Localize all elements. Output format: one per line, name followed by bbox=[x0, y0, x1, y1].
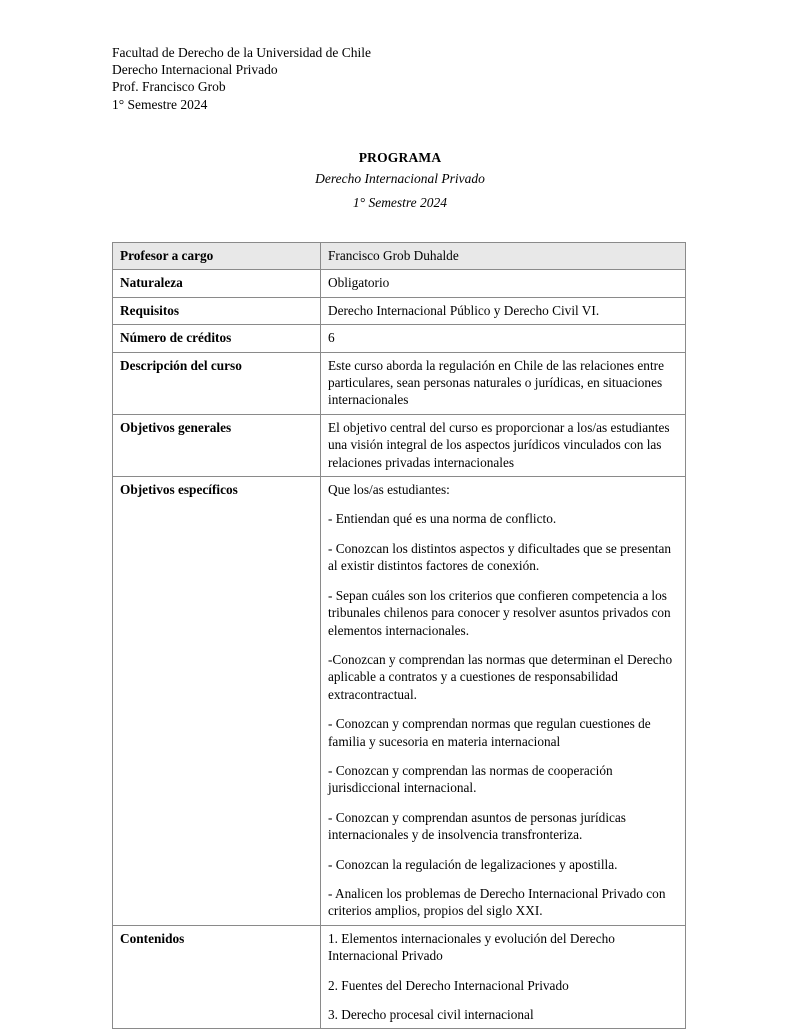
header-line-course: Derecho Internacional Privado bbox=[112, 62, 278, 78]
page-title: PROGRAMA bbox=[358, 150, 442, 165]
table-cell-paragraph: Derecho Internacional Público y Derecho Civil VI. bbox=[328, 302, 600, 318]
table-cell-paragraph: - Conozcan la regulación de legalizaciones y apostilla. bbox=[328, 856, 618, 872]
table-row-label: Objetivos específicos bbox=[113, 477, 321, 926]
table-cell-paragraph: Este curso aborda la regulación en Chile de las relaciones entre particulares, sean personas naturales o jurídicas, en situaciones internacionales bbox=[328, 357, 664, 408]
page-subtitle: Derecho Internacional Privado bbox=[315, 171, 485, 186]
table-cell-paragraph: - Conozcan los distintos aspectos y dificultades que se presentan al existir distintos factores de conexión. bbox=[328, 540, 672, 574]
table-cell-paragraph: - Analicen los problemas de Derecho Internacional Privado con criterios amplios, propios del siglo XXI. bbox=[328, 885, 666, 919]
table-row bbox=[113, 414, 686, 476]
table-row bbox=[113, 352, 686, 414]
table-cell-paragraph: Obligatorio bbox=[328, 275, 390, 291]
table-cell-paragraph: El objetivo central del curso es proporcionar a los/as estudiantes una visión integral de los aspectos jurídicos vinculados con las relaciones privadas internacionales bbox=[328, 419, 670, 470]
table-cell-paragraph: -Conozcan y comprendan las normas que determinan el Derecho aplicable a contratos y a cuestiones de responsabilidad extracontractual. bbox=[328, 651, 673, 702]
table-cell-paragraph: 1. Elementos internacionales y evolución del Derecho Internacional Privado bbox=[328, 930, 615, 964]
table-row-value bbox=[321, 325, 686, 352]
table-row-value bbox=[321, 243, 686, 270]
table-cell-paragraph: - Conozcan y comprendan normas que regulan cuestiones de familia y sucesoria en materia internacional bbox=[328, 716, 651, 749]
program-table-body bbox=[113, 243, 686, 1029]
table-row-value bbox=[321, 297, 686, 324]
table-cell-paragraph: 6 bbox=[328, 330, 335, 346]
table-row-value bbox=[321, 270, 686, 297]
header-line-faculty: Facultad de Derecho de la Universidad de Chile bbox=[112, 45, 372, 60]
header-line-semester: 1° Semestre 2024 bbox=[112, 96, 208, 112]
table-row-label: Número de créditos bbox=[113, 325, 321, 352]
table-row bbox=[113, 925, 686, 1029]
header-line-professor: Prof. Francisco Grob bbox=[112, 79, 226, 95]
document-title-block bbox=[112, 148, 688, 214]
table-cell-paragraph: - Entiendan qué es una norma de conflicto. bbox=[328, 511, 557, 527]
table-row-label: Objetivos generales bbox=[113, 414, 321, 476]
table-cell-paragraph: Que los/as estudiantes: bbox=[328, 482, 450, 498]
table-row-label: Naturaleza bbox=[113, 270, 321, 297]
table-row-label: Contenidos bbox=[113, 925, 321, 1029]
table-cell-paragraph: - Sepan cuáles son los criterios que confieren competencia a los tribunales chilenos para conocer y resolver asuntos privados con elementos internacionales. bbox=[328, 587, 671, 638]
page-subtitle-semester: 1° Semestre 2024 bbox=[352, 195, 448, 210]
table-row bbox=[113, 243, 686, 270]
table-row-label: Descripción del curso bbox=[113, 352, 321, 414]
table-row-label: Profesor a cargo bbox=[113, 243, 321, 270]
table-cell-paragraph: - Conozcan y comprendan asuntos de personas jurídicas internacionales y de insolvencia transfronteriza. bbox=[328, 809, 626, 843]
table-row-value bbox=[321, 414, 686, 476]
program-table bbox=[112, 242, 686, 1029]
table-row bbox=[113, 270, 686, 297]
table-row-label: Requisitos bbox=[113, 297, 321, 324]
table-cell-paragraph: 3. Derecho procesal civil internacional bbox=[328, 1007, 534, 1022]
table-cell-paragraph: Francisco Grob Duhalde bbox=[328, 248, 459, 263]
document-header bbox=[112, 44, 371, 113]
table-row bbox=[113, 325, 686, 352]
table-cell-paragraph: 2. Fuentes del Derecho Internacional Privado bbox=[328, 977, 569, 993]
table-row bbox=[113, 297, 686, 324]
table-row-value bbox=[321, 925, 686, 1029]
table-cell-paragraph: - Conozcan y comprendan las normas de cooperación jurisdiccional internacional. bbox=[328, 762, 613, 796]
table-row-value bbox=[321, 352, 686, 414]
table-row-value bbox=[321, 477, 686, 926]
table-row bbox=[113, 477, 686, 926]
